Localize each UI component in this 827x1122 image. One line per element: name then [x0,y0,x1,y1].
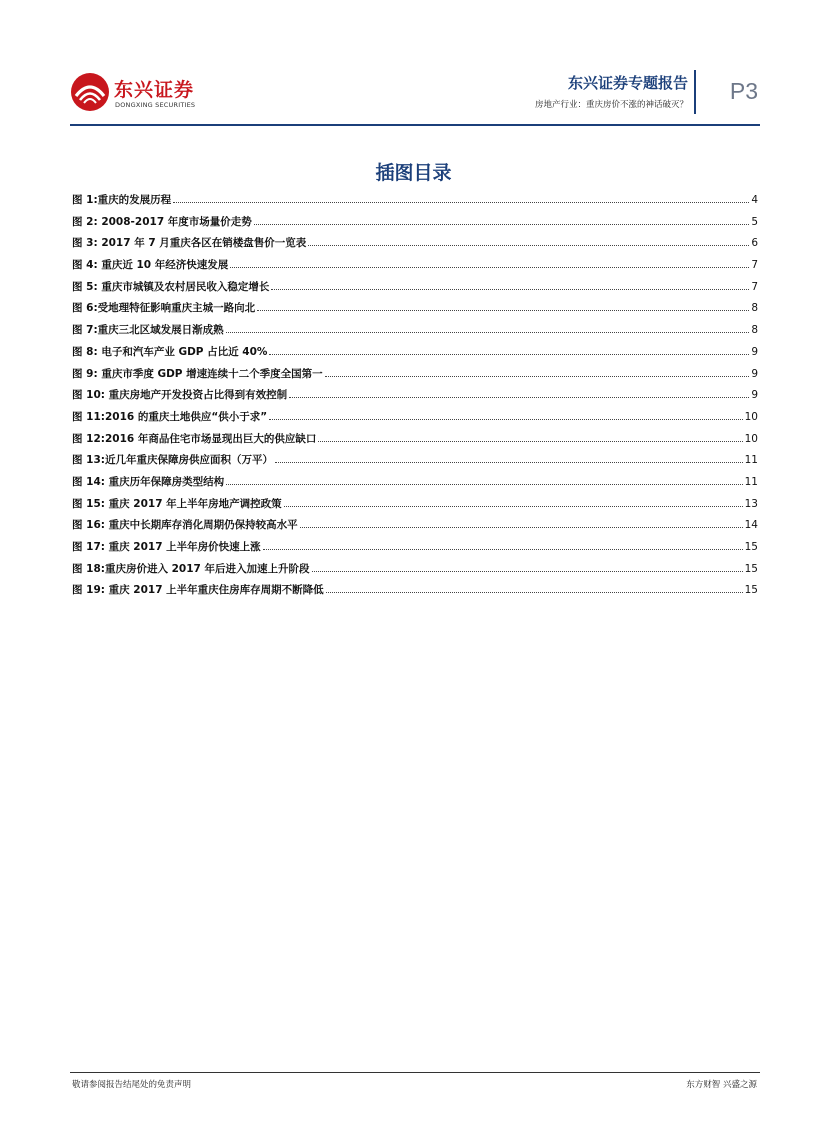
toc-entry-label: 图 13:近几年重庆保障房供应面积（万平） [72,454,273,467]
header-rule [70,124,760,126]
toc-entry-page: 6 [751,237,758,250]
toc-entry-page: 7 [751,259,758,272]
toc-entry-page: 9 [751,345,758,358]
toc-entry-label: 图 10: 重庆房地产开发投资占比得到有效控制 [72,389,288,402]
figure-index-list [72,192,758,604]
toc-leader-dots [226,332,750,333]
toc-leader-dots [308,245,749,246]
page-number: P3 [729,78,758,104]
toc-entry-page: 9 [751,389,758,402]
toc-leader-dots [263,549,743,550]
report-title: 东兴证券专题报告 [567,74,688,92]
toc-entry[interactable] [72,192,758,214]
toc-entry-label: 图 7:重庆三北区域发展日渐成熟 [72,324,224,337]
toc-entry-label: 图 16: 重庆中长期库存消化周期仍保持较高水平 [72,519,298,532]
toc-leader-dots [254,224,750,225]
toc-entry-page: 13 [744,497,758,510]
toc-entry-label: 图 12:2016 年商品住宅市场显现出巨大的供应缺口 [72,432,317,445]
company-slogan: 东方财智 兴盛之源 [686,1080,757,1090]
header-separator [694,70,696,114]
toc-entry-label: 图 1:重庆的发展历程 [72,194,172,206]
toc-entry-label: 图 9: 重庆市季度 GDP 增速连续十二个季度全国第一 [72,367,323,380]
toc-leader-dots [289,397,749,398]
toc-entry[interactable] [72,452,758,474]
toc-entry[interactable] [72,279,758,301]
toc-entry-page: 14 [744,519,758,532]
toc-entry-label: 图 15: 重庆 2017 年上半年房地产调控政策 [72,497,282,510]
toc-entry[interactable] [72,366,758,388]
toc-entry-label: 图 17: 重庆 2017 上半年房价快速上涨 [72,541,261,553]
toc-leader-dots [173,202,749,203]
toc-leader-dots [269,419,742,420]
toc-entry-label: 图 14: 重庆历年保障房类型结构 [72,475,225,488]
toc-entry-label: 图 5: 重庆市城镇及农村居民收入稳定增长 [72,280,270,293]
toc-entry[interactable] [72,257,758,279]
toc-entry[interactable] [72,431,758,453]
toc-entry-page: 10 [744,410,758,423]
toc-entry-label: 图 4: 重庆近 10 年经济快速发展 [72,259,229,272]
report-heading [535,72,688,110]
toc-entry[interactable] [72,214,758,236]
toc-entry-page: 7 [751,280,758,293]
toc-entry[interactable] [72,387,758,409]
toc-leader-dots [269,354,749,355]
toc-leader-dots [226,484,743,485]
disclaimer-note: 敬请参阅报告结尾处的免责声明 [72,1080,192,1090]
toc-entry-page: 5 [751,215,758,228]
toc-entry[interactable] [72,300,758,322]
toc-leader-dots [312,571,743,572]
toc-entry-page: 11 [744,454,758,467]
company-logo [70,72,200,116]
toc-entry-label: 图 2: 2008-2017 年度市场量价走势 [72,215,252,228]
toc-leader-dots [318,441,742,442]
logo-english-name: DONGXING SECURITIES [115,101,196,109]
toc-entry[interactable] [72,322,758,344]
toc-entry[interactable] [72,517,758,539]
toc-entry-label: 图 3: 2017 年 7 月重庆各区在销楼盘售价一览表 [72,237,307,250]
toc-leader-dots [326,592,743,593]
toc-entry-page: 15 [744,562,758,575]
toc-entry[interactable] [72,582,758,604]
toc-entry[interactable] [72,474,758,496]
toc-title: 插图目录 [375,162,452,184]
toc-leader-dots [284,506,743,507]
page-header [70,66,760,126]
toc-entry-page: 9 [751,367,758,380]
toc-entry-page: 4 [751,194,758,206]
toc-leader-dots [300,527,743,528]
toc-entry-page: 8 [751,302,758,315]
toc-entry[interactable] [72,561,758,583]
footer-rule [70,1072,760,1073]
toc-entry-label: 图 19: 重庆 2017 上半年重庆住房库存周期不断降低 [72,584,324,597]
toc-entry-label: 图 6:受地理特征影响重庆主城一路向北 [72,302,256,315]
toc-entry-label: 图 11:2016 的重庆土地供应“供小于求” [72,410,268,423]
toc-entry[interactable] [72,344,758,366]
toc-entry-label: 图 8: 电子和汽车产业 GDP 占比近 40% [72,345,268,358]
toc-entry[interactable] [72,235,758,257]
toc-leader-dots [271,289,749,290]
toc-entry[interactable] [72,539,758,561]
toc-entry-page: 10 [744,432,758,445]
dongxing-logo-icon [70,72,110,112]
toc-entry[interactable] [72,496,758,518]
toc-entry-page: 15 [744,541,758,553]
toc-entry-label: 图 18:重庆房价进入 2017 年后进入加速上升阶段 [72,562,310,575]
logo-chinese-name: 东兴证券 [114,79,195,101]
toc-leader-dots [275,462,743,463]
toc-entry-page: 15 [744,584,758,597]
toc-entry-page: 11 [744,475,758,488]
toc-entry[interactable] [72,409,758,431]
toc-entry-page: 8 [751,324,758,337]
toc-leader-dots [257,310,749,311]
report-subtitle: 房地产行业：重庆房价不涨的神话破灭？ [534,100,688,110]
toc-leader-dots [325,376,750,377]
toc-leader-dots [230,267,749,268]
